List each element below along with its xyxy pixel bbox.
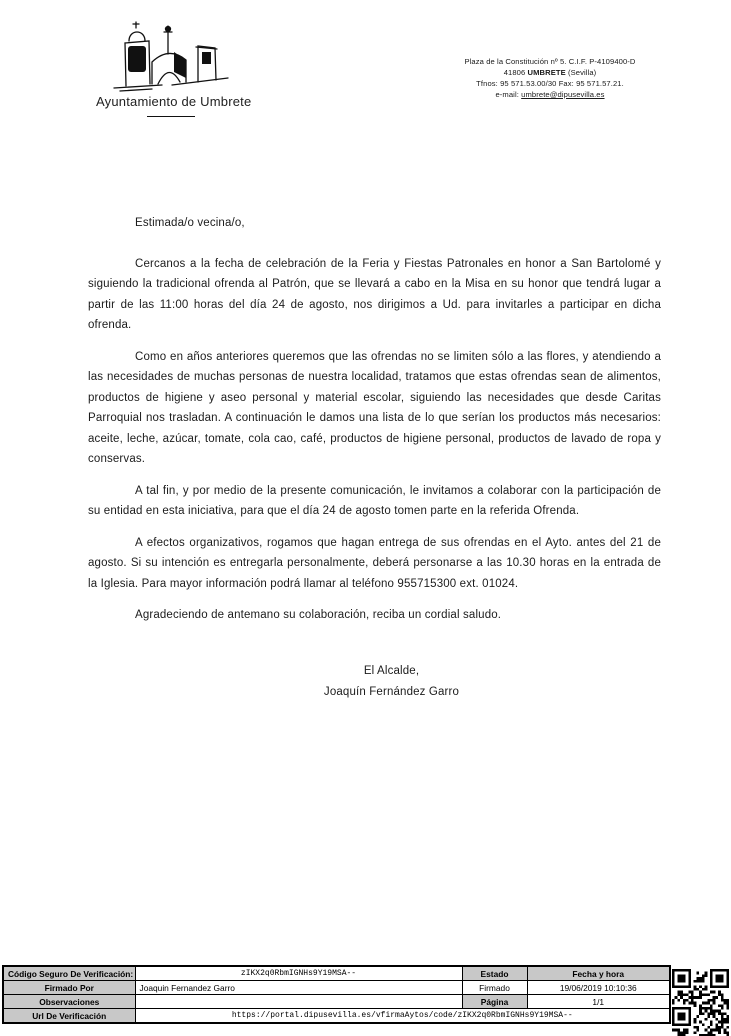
firmado-por-value: Joaquin Fernandez Garro xyxy=(135,981,462,995)
pagina-value: 1/1 xyxy=(527,995,670,1009)
verification-table-wrap xyxy=(2,965,671,1024)
pagina-label: Página xyxy=(462,995,527,1009)
contact-phones: Tfnos: 95 571.53.00/30 Fax: 95 571.57.21. xyxy=(476,79,624,88)
table-row xyxy=(3,966,670,981)
contact-block xyxy=(395,56,705,100)
estado-value: Firmado xyxy=(462,981,527,995)
letter-paragraph: Como en años anteriores queremos que las ofrendas no se limiten sólo a las flores, y atendiendo a las necesidades de muchas personas de nuestra localidad, tratamos que estas ofrendas sean de alimentos, productos de higiene y aseo personal y material escolar, siguiendo las necesidades que desde Caritas Parroquial nos trasladan. A continuación le damos una lista de lo que serían los productos más necesarios: aceite, leche, azúcar, tomate, cola cao, café, productos de higiene personal, productos de lavado de ropa y conservas. xyxy=(88,350,661,465)
estado-header: Estado xyxy=(462,966,527,981)
qr-code xyxy=(672,969,729,1036)
letter-paragraph: Cercanos a la fecha de celebración de la Feria y Fiestas Patronales en honor a San Bartolomé y siguiendo la tradicional ofrenda al Patrón, que se llevará a cabo en la Misa en su honor que tendrá lugar a partir de las 11:00 horas del día 24 de agosto, nos dirigimos a Ud. para invitarles a participar en dicha ofrenda. xyxy=(88,257,661,331)
contact-city: 41806 UMBRETE (Sevilla) xyxy=(503,68,597,77)
url-label: Url De Verificación xyxy=(3,1009,135,1024)
observaciones-value xyxy=(135,995,462,1009)
header-logo-block xyxy=(96,16,252,117)
fecha-value: 19/06/2019 10:10:36 xyxy=(527,981,670,995)
letter-greeting: Estimada/o vecina/o, xyxy=(135,217,245,229)
contact-email-line: e-mail: umbrete@dipusevilla.es xyxy=(495,90,605,99)
verification-table xyxy=(2,965,671,1024)
town-hall-logo-icon xyxy=(112,16,230,92)
signature-title: El Alcalde, xyxy=(363,664,420,677)
csv-value: zIKX2q0RbmIGNHs9Y19MSA-- xyxy=(135,966,462,981)
letter-paragraph: A tal fin, y por medio de la presente comunicación, le invitamos a colaborar con la participación de su entidad en esta iniciativa, para que el día 24 de agosto tomen parte en la referida Ofrenda. xyxy=(88,484,661,517)
observaciones-label: Observaciones xyxy=(3,995,135,1009)
csv-label: Código Seguro De Verificación: xyxy=(3,966,135,981)
letter-paragraph: A efectos organizativos, rogamos que hagan entrega de sus ofrendas en el Ayto. antes del 21 de agosto. Si su intención es entregarla personalmente, deberá personarse a las 10.30 horas en la entrada de la Iglesia. Para mayor información podrá llamar al teléfono 955715300 ext. 01024. xyxy=(88,536,661,590)
table-row xyxy=(3,1009,670,1024)
contact-address: Plaza de la Constitución nº 5. C.I.F. P-4109400-D xyxy=(464,57,636,66)
logo-underline xyxy=(147,116,195,117)
table-row xyxy=(3,995,670,1009)
fecha-header: Fecha y hora xyxy=(527,966,670,981)
org-name: Ayuntamiento de Umbrete xyxy=(96,94,252,109)
firmado-por-label: Firmado Por xyxy=(3,981,135,995)
table-row xyxy=(3,981,670,995)
signature-name: Joaquín Fernández Garro xyxy=(323,686,460,698)
email-link[interactable]: umbrete@dipusevilla.es xyxy=(521,90,605,99)
verification-url-link[interactable]: https://portal.dipusevilla.es/vfirmaAytos/code/zIKX2q0RbmIGNHs9Y19MSA-- xyxy=(135,1009,670,1024)
signature-block xyxy=(105,661,678,704)
letter-body xyxy=(88,213,661,704)
letter-closing: Agradeciendo de antemano su colaboración, reciba un cordial saludo. xyxy=(135,609,502,621)
